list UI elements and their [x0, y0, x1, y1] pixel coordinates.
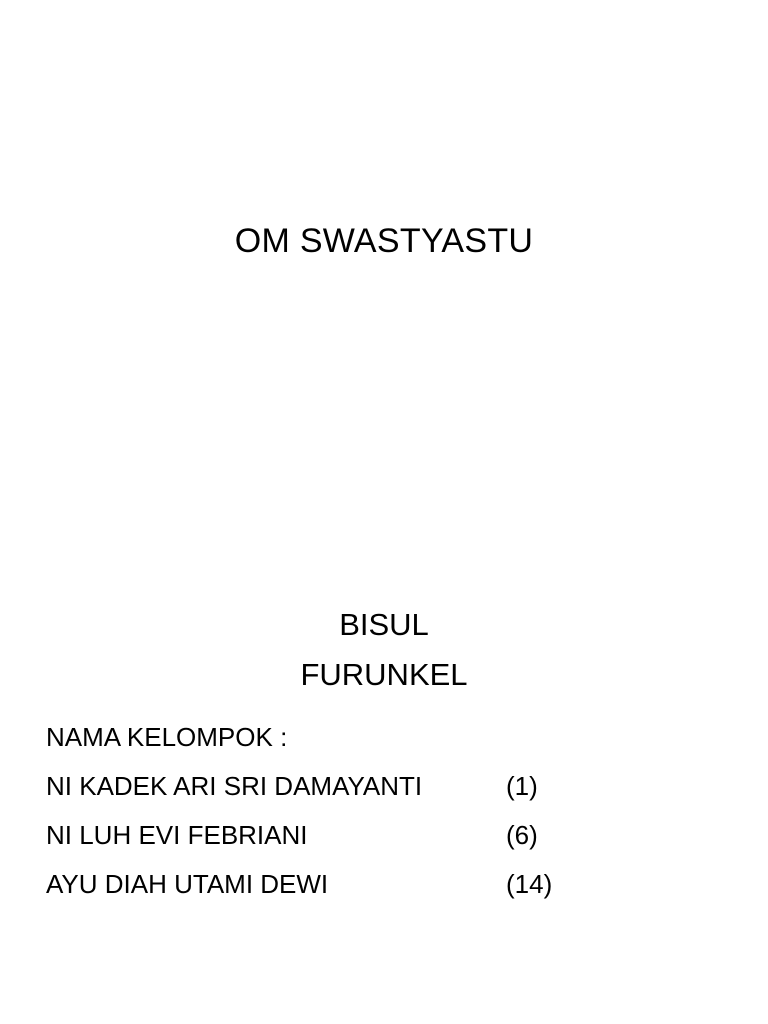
group-heading: NAMA KELOMPOK :: [46, 722, 288, 752]
member-row: [46, 762, 726, 811]
member-number: (6): [506, 820, 538, 850]
document-title: [0, 600, 768, 700]
member-name: AYU DIAH UTAMI DEWI: [46, 869, 329, 899]
member-name: NI LUH EVI FEBRIANI: [46, 820, 308, 850]
greeting-heading: OM SWASTYASTU: [234, 222, 534, 260]
member-row: [46, 811, 726, 860]
group-members-section: [46, 713, 726, 909]
member-row: [46, 860, 726, 909]
title-line-2: FURUNKEL: [300, 657, 468, 692]
member-number: (14): [506, 869, 553, 899]
member-number: (1): [506, 771, 538, 801]
title-line-1: BISUL: [339, 607, 429, 642]
member-name: NI KADEK ARI SRI DAMAYANTI: [46, 771, 423, 801]
